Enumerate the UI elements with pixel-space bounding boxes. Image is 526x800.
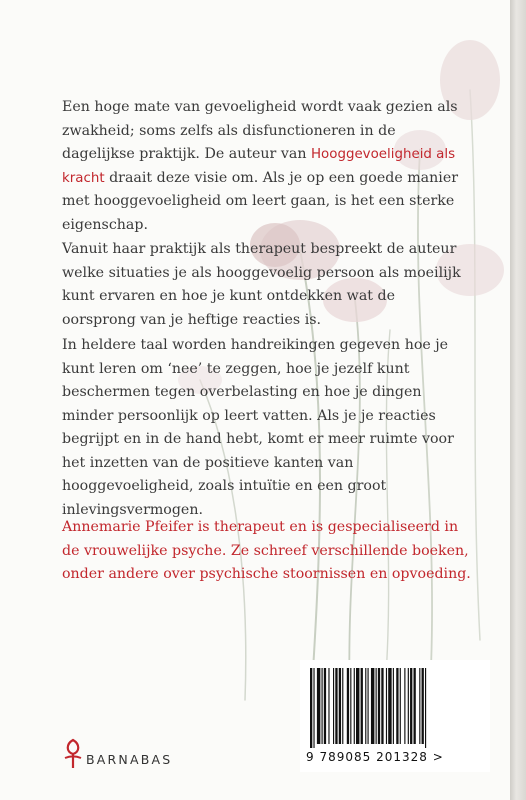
author-bio: Annemarie Pfeifer is therapeut en is gespecialiseerd in de vrouwelijke psyche. Ze schreef verschillende boeken, onder andere over psychische stoornissen en opvoeding. [62, 519, 471, 582]
barcode-bar [388, 668, 391, 744]
barcode-bar [396, 668, 398, 744]
barcode-bar [378, 668, 380, 744]
barcode-bar [410, 668, 412, 744]
page-edge [510, 0, 526, 800]
barcode-bars [306, 668, 484, 748]
description-paragraph-3: In heldere taal worden handreikingen gegeven hoe je kunt leren om ‘nee’ te zeggen, hoe je jezelf kunt beschermen tegen overbelasting en hoe je dingen minder persoonlijk op leert vatten. Als je je reacties begrijpt en in de hand hebt, komt er meer ruimte voor het inzetten van de positieve kanten van hooggevoeligheid, zoals intuïtie en een groot inlevingsvermogen. [62, 337, 454, 518]
barcode-bar [361, 668, 363, 744]
barcode-bar [335, 668, 337, 744]
barcode-bar [371, 668, 374, 744]
barcode-bar [356, 668, 359, 744]
barcode-bar [400, 668, 401, 744]
barcode-bar [313, 668, 314, 748]
barcode-bar [354, 668, 355, 744]
paragraph-1-text-start: Een hoge mate van gevoeligheid wordt vaak gezien als zwakheid; soms zelfs als disfunctioneren in de dagelijkse praktijk. De auteur van [62, 99, 458, 162]
barcode-bar [376, 668, 377, 744]
barcode-bar [342, 668, 343, 744]
barcode-bar [328, 668, 329, 744]
barcode-bar [381, 668, 383, 744]
barcode-bar [324, 668, 326, 744]
barcode-bar [347, 668, 349, 744]
barcode-bar [386, 668, 387, 744]
description-paragraph-1 [62, 96, 472, 237]
barcode-bar [404, 668, 405, 744]
barcode-bar [317, 668, 320, 744]
barcode-bar [310, 668, 312, 748]
barcode-bar [333, 668, 334, 744]
barcode-bar [422, 668, 424, 744]
description-paragraph-2: Vanuit haar praktijk als therapeut bespreekt de auteur welke situaties je als hooggevoelig persoon als moeilijk kunt ervaren en hoe je kunt ontdekken wat de oorsprong van je heftige reacties is. [62, 241, 461, 328]
isbn-barcode [300, 660, 490, 772]
book-title-reference: Hooggevoeligheid als kracht [62, 147, 456, 186]
barnabas-logo-icon [62, 738, 84, 770]
barcode-bar [393, 668, 394, 744]
isbn-number: 9 789085 201328 > [306, 750, 444, 764]
barcode-bar [350, 668, 351, 744]
barcode-bar [408, 668, 409, 744]
barcode-bar [322, 668, 323, 744]
publisher-name: BARNABAS [86, 752, 173, 767]
barcode-bar [365, 668, 366, 744]
barcode-bar [419, 668, 420, 744]
paragraph-1-text-end: draait deze visie om. Als je op een goede manier met hooggevoeligheid om leert gaan, is het een sterke eigenschap. [62, 169, 458, 233]
barcode-bar [339, 668, 341, 744]
barcode-bar [425, 668, 426, 748]
barcode-bar [368, 668, 369, 744]
barcode-bar [414, 668, 416, 744]
